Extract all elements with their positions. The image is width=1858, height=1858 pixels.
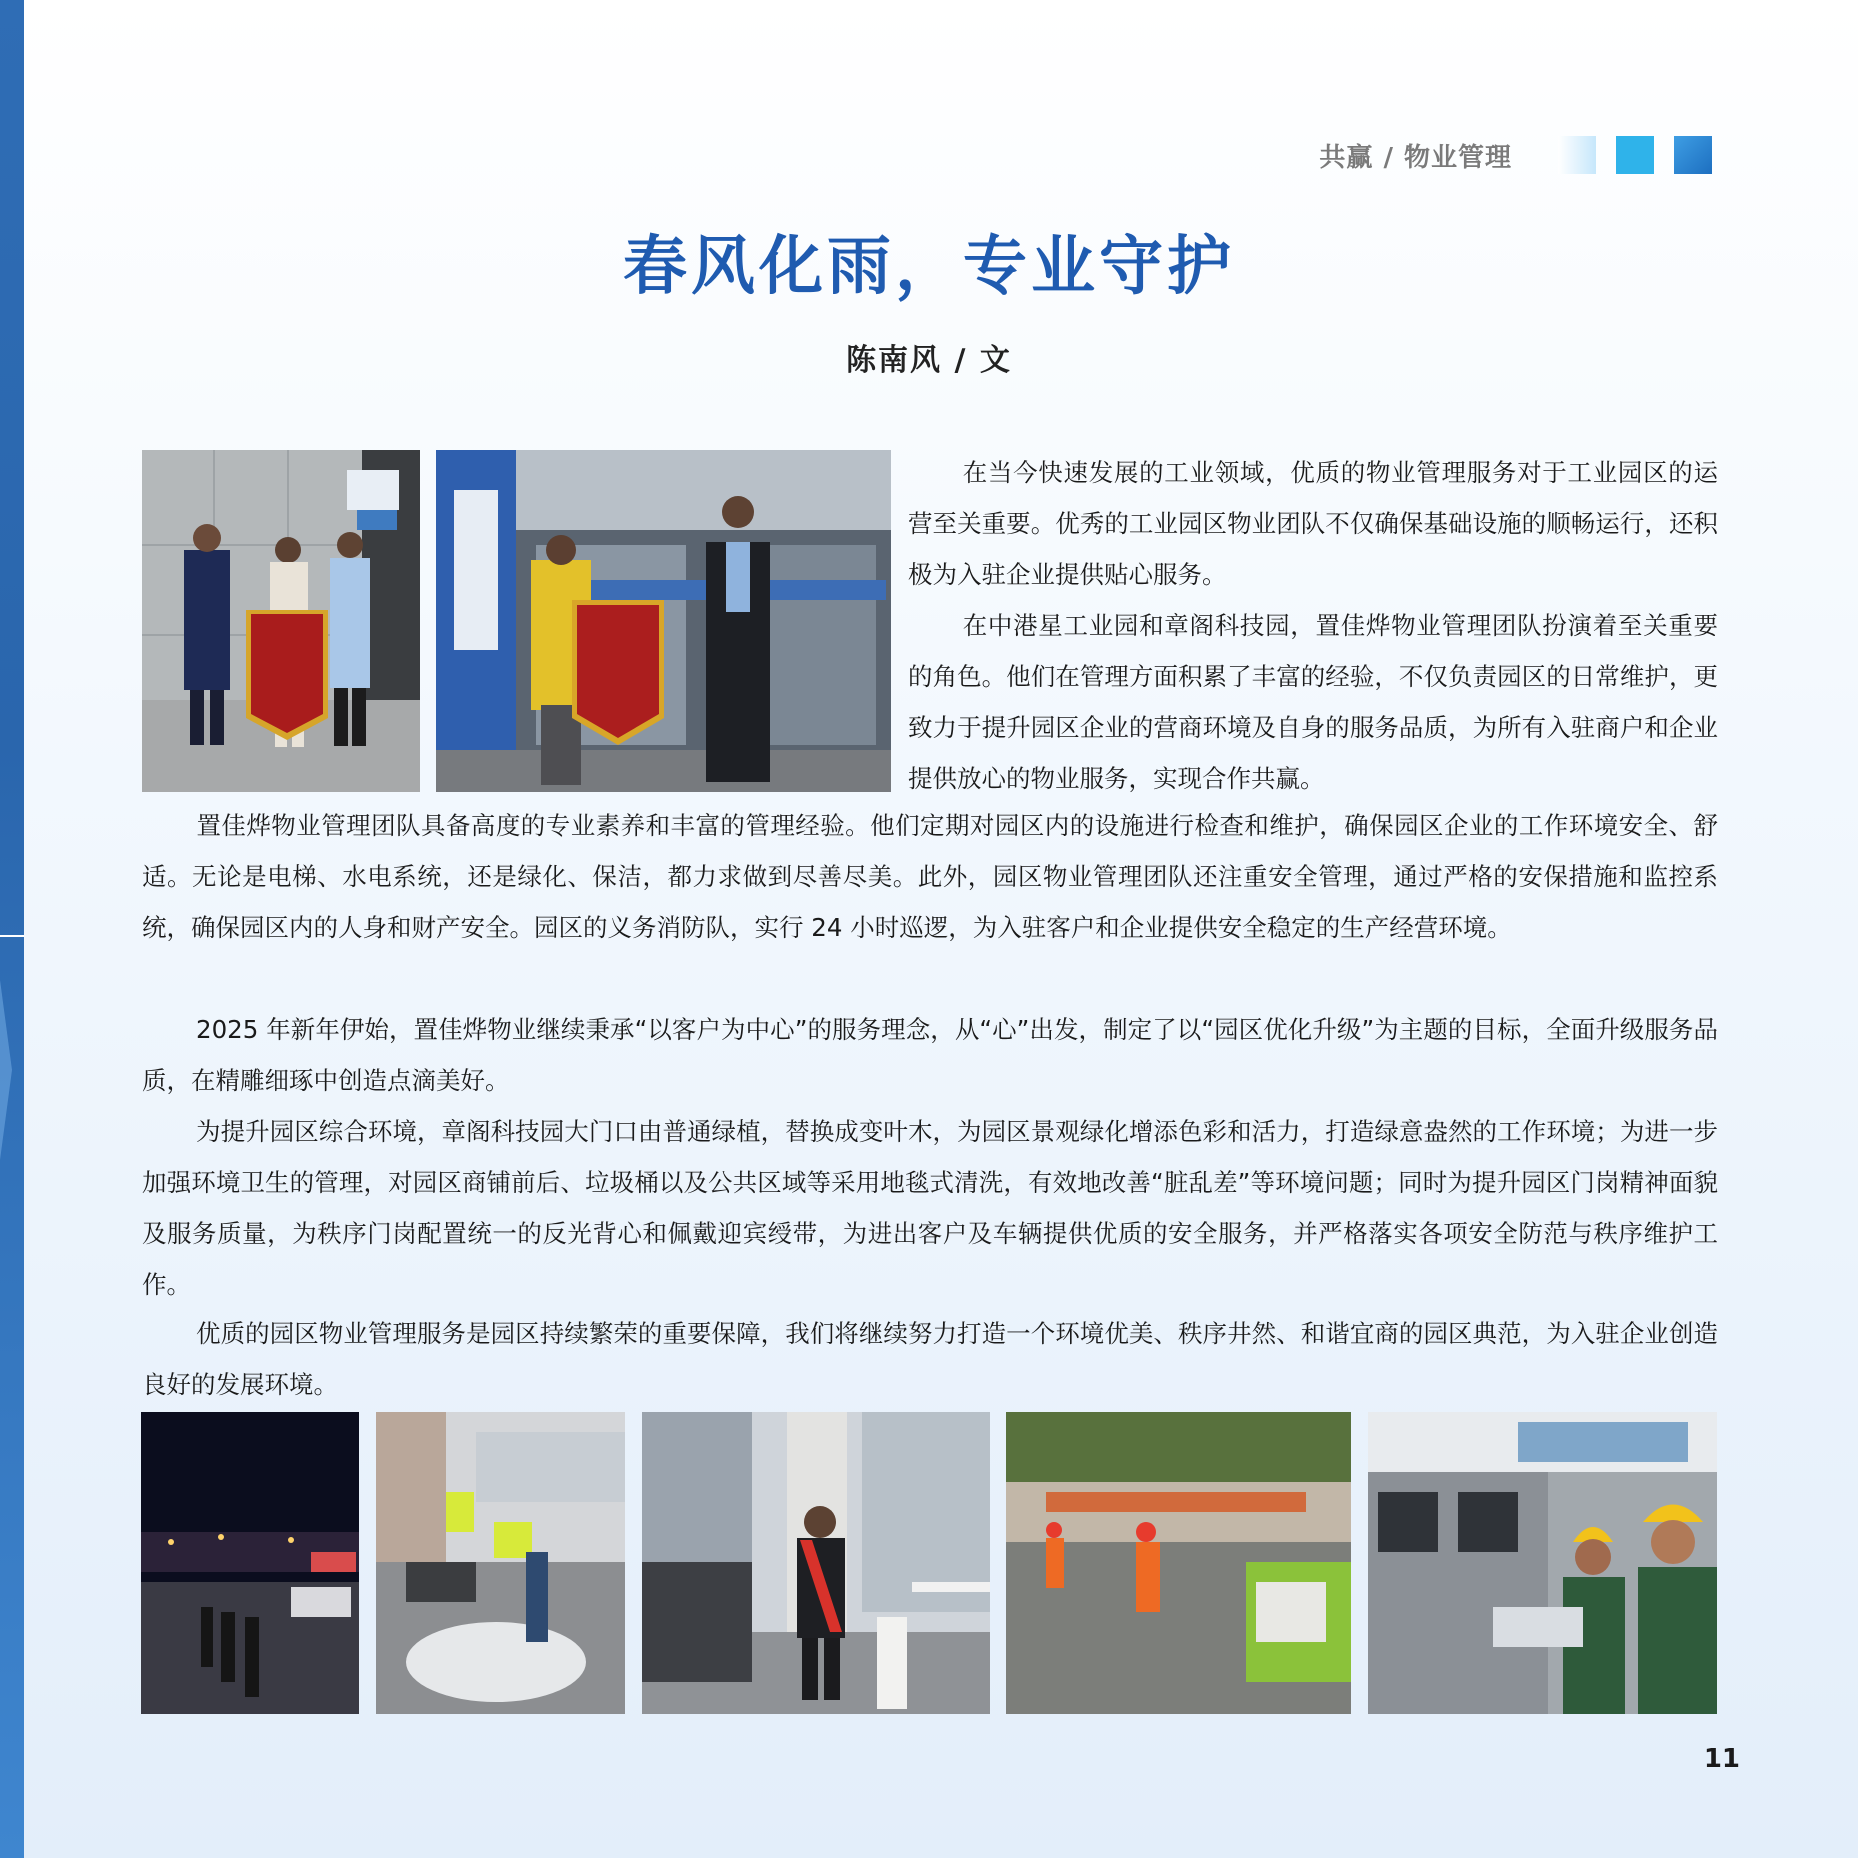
photo-gate-guard: [642, 1412, 990, 1714]
photo-electrical-inspection: [1368, 1412, 1717, 1714]
header-square-mid: [1616, 136, 1654, 174]
paragraph-3-text: 置佳烨物业管理团队具备高度的专业素养和丰富的管理经验。他们定期对园区内的设施进行检查和维护，确保园区企业的工作环境安全、舒适。无论是电梯、水电系统，还是绿化、保洁，都力求做到尽善尽美。此外，园区物业管理团队还注重安全管理，通过严格的安保措施和监控系统，确保园区内的人身和财产安全。园区的义务消防队，实行 24 小时巡逻，为入驻客户和企业提供安全稳定的生产经营环境。: [142, 811, 1718, 942]
section-label: 共赢 / 物业管理: [1319, 142, 1512, 173]
page-edge-wedge: [0, 980, 12, 1160]
paragraph-1-text: 在当今快速发展的工业领域，优质的物业管理服务对于工业园区的运营至关重要。优秀的工业园区物业团队不仅确保基础设施的顺畅运行，还积极为入驻企业提供贴心服务。: [908, 458, 1718, 589]
photo-pressure-washing: [1006, 1412, 1351, 1714]
section-header: [1319, 136, 1712, 174]
header-square-light: [1558, 136, 1596, 174]
paragraph-6: [142, 1308, 1718, 1410]
paragraph-5-text: 为提升园区综合环境，章阁科技园大门口由普通绿植，替换成变叶木，为园区景观绿化增添色彩和活力，打造绿意盎然的工作环境；为进一步加强环境卫生的管理，对园区商铺前后、垃圾桶以及公共区域等采用地毯式清洗，有效地改善“脏乱差”等环境问题；同时为提升园区门岗精神面貌及服务质量，为秩序门岗配置统一的反光背心和佩戴迎宾绶带，为进出客户及车辆提供优质的安全服务，并严格落实各项安全防范与秩序维护工作。: [142, 1117, 1718, 1299]
paragraph-1: [908, 447, 1718, 600]
paragraph-4: [142, 1004, 1718, 1106]
article-title: 春风化雨，专业守护: [623, 230, 1235, 304]
paragraph-2: [908, 600, 1718, 804]
header-square-dark: [1674, 136, 1712, 174]
photo-night-patrol: [141, 1412, 359, 1714]
paragraph-3: [142, 800, 1718, 953]
photo-street-cleaning: [376, 1412, 625, 1714]
paragraph-2-text: 在中港星工业园和章阁科技园，置佳烨物业管理团队扮演着至关重要的角色。他们在管理方面积累了丰富的经验，不仅负责园区的日常维护，更致力于提升园区企业的营商环境及自身的服务品质，为所有入驻商户和企业提供放心的物业服务，实现合作共赢。: [908, 611, 1718, 793]
article-byline: 陈南风 / 文: [846, 343, 1012, 378]
paragraph-4-text: 2025 年新年伊始，置佳烨物业继续秉承“以客户为中心”的服务理念，从“心”出发，制定了以“园区优化升级”为主题的目标，全面升级服务品质，在精雕细琢中创造点滴美好。: [142, 1015, 1718, 1095]
page-number: 11: [1703, 1744, 1740, 1774]
page-edge-line: [0, 935, 24, 937]
paragraph-6-text: 优质的园区物业管理服务是园区持续繁荣的重要保障，我们将继续努力打造一个环境优美、秩序井然、和谐宜商的园区典范，为入驻企业创造良好的发展环境。: [142, 1319, 1718, 1399]
photo-banner-presentation-1: [142, 450, 420, 792]
photo-banner-presentation-2: [436, 450, 891, 792]
paragraph-5: [142, 1106, 1718, 1310]
